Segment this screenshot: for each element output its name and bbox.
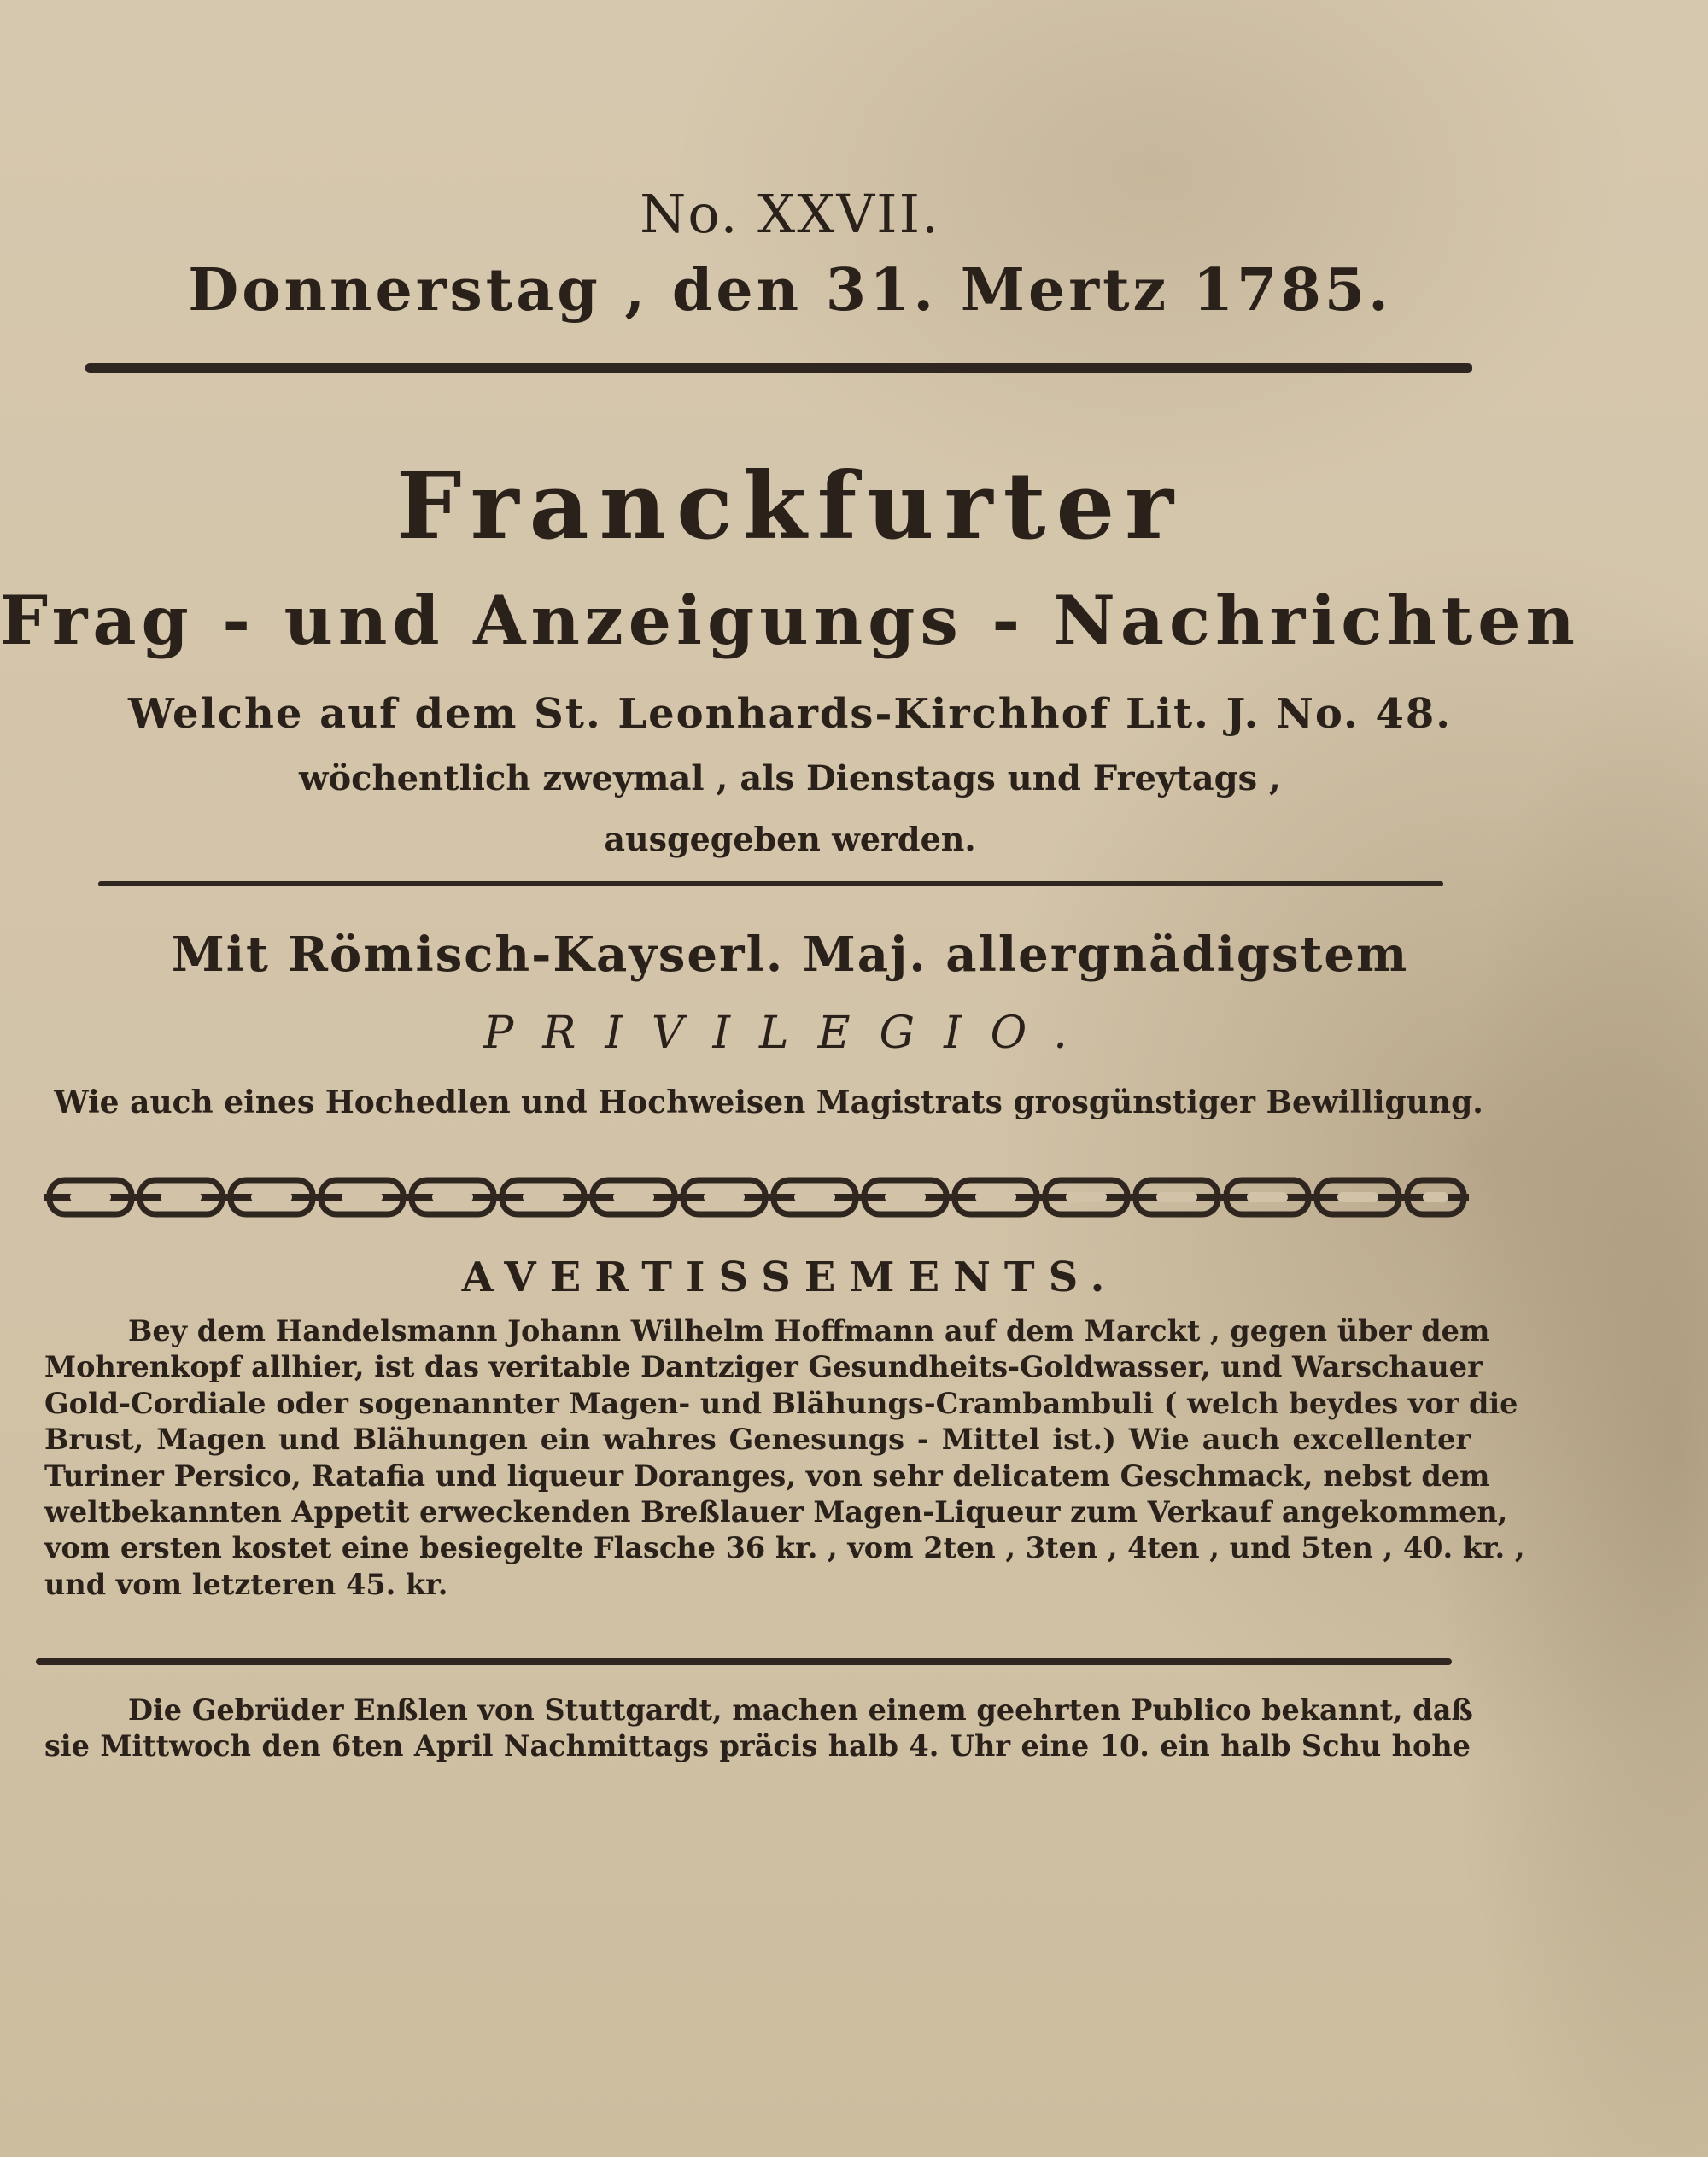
advertisement-ensslen bbox=[44, 1692, 1471, 1765]
ad-text-line: vom ersten kostet eine besiegelte Flasche 36 kr. , vom 2ten , 3ten , 4ten , und 5ten , 40. kr. , bbox=[44, 1531, 1525, 1565]
newspaper-title-line-1: Franckfurter bbox=[395, 453, 1184, 560]
ad-text-line: sie Mittwoch den 6ten April Nachmittags präcis halb 4. Uhr eine 10. ein halb Schu hohe bbox=[44, 1729, 1471, 1763]
ad-text-line: weltbekannten Appetit erweckenden Breßlauer Magen-Liqueur zum Verkauf angekommen, bbox=[44, 1495, 1508, 1529]
masthead-rule bbox=[98, 881, 1443, 886]
publication-schedule: wöchentlich zweymal , als Dienstags und Freytags , bbox=[299, 758, 1281, 798]
ornamental-chain-border bbox=[44, 1172, 1469, 1223]
publisher-address: Welche auf dem St. Leonhards-Kirchhof Lit. J. No. 48. bbox=[128, 690, 1452, 738]
newspaper-title-line-2: Frag - und Anzeigungs - Nachrichten bbox=[0, 581, 1580, 660]
publication-schedule-end: ausgegeben werden. bbox=[604, 820, 976, 858]
magistrate-approval-line: Wie auch eines Hochedlen und Hochweisen Magistrats grosgünstiger Bewilligung. bbox=[54, 1084, 1483, 1120]
advertisement-hoffmann bbox=[44, 1313, 1525, 1603]
issue-date: Donnerstag , den 31. Mertz 1785. bbox=[188, 256, 1392, 324]
ad-text-line: Bey dem Handelsmann Johann Wilhelm Hoffmann auf dem Marckt , gegen über dem bbox=[128, 1314, 1490, 1347]
privilegio-heading: PRIVILEGIO. bbox=[483, 1008, 1097, 1059]
ad-text-line: Gold-Cordiale oder sogenannter Magen- und Blähungs-Crambambuli ( welch beydes vor die bbox=[44, 1386, 1518, 1420]
ad-text-line: Turiner Persico, Ratafia und liqueur Doranges, von sehr delicatem Geschmack, nebst dem bbox=[44, 1458, 1490, 1493]
ad-text-line: Die Gebrüder Enßlen von Stuttgardt, machen einem geehrten Publico bekannt, daß bbox=[128, 1693, 1473, 1727]
privilege-line: Mit Römisch-Kayserl. Maj. allergnädigstem bbox=[171, 927, 1409, 983]
issue-number: No. XXVII. bbox=[640, 183, 940, 245]
section-heading: AVERTISSEMENTS. bbox=[461, 1254, 1119, 1301]
ad-text-line: Brust, Magen und Blähungen ein wahres Genesungs - Mittel ist.) Wie auch excellenter bbox=[44, 1423, 1471, 1457]
advertisement-separator bbox=[36, 1658, 1452, 1665]
ad-text-line: und vom letzteren 45. kr. bbox=[44, 1567, 448, 1601]
top-rule bbox=[85, 363, 1472, 373]
ad-text-line: Mohrenkopf allhier, ist das veritable Dantziger Gesundheits-Goldwasser, und Warschauer bbox=[44, 1350, 1483, 1384]
